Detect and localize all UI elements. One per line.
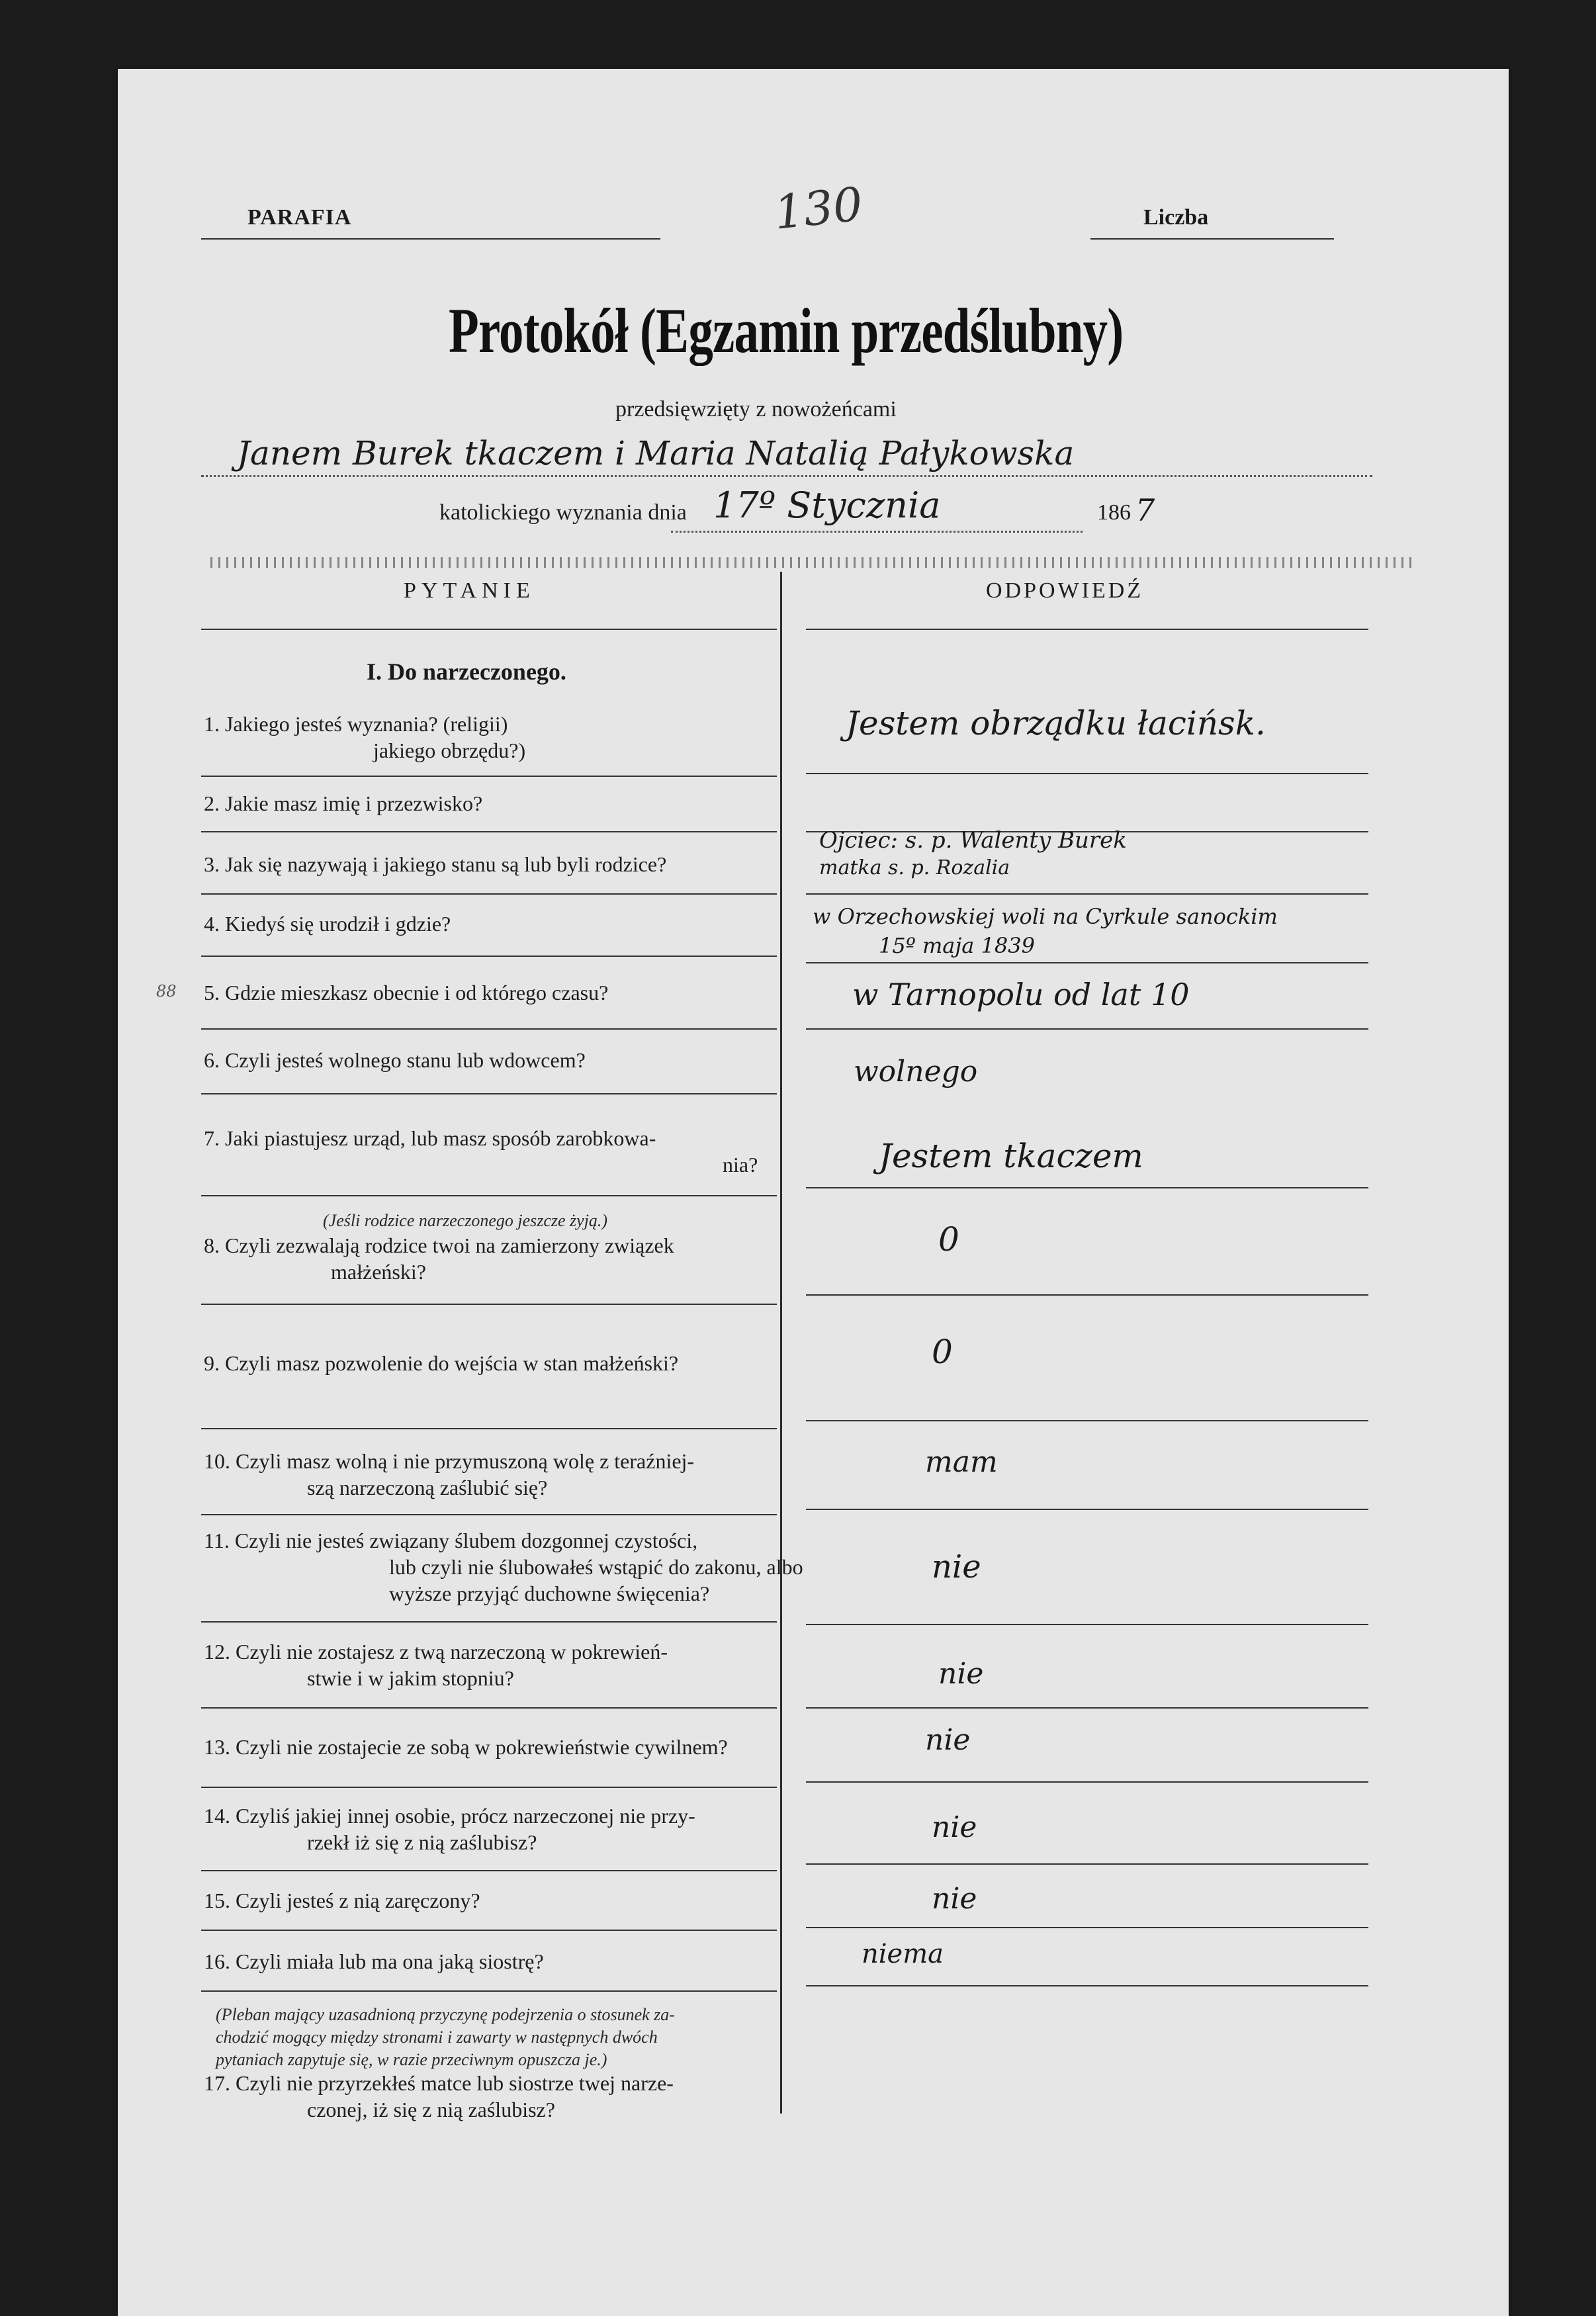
answer-9: 0 xyxy=(932,1333,953,1371)
question-line: czonej, iż się z nią zaślubisz? xyxy=(307,2098,555,2121)
question-line: 8. Czyli zezwalają rodzice twoi na zamierzony związek xyxy=(204,1233,674,1257)
answer-3b: matka s. p. Rozalia xyxy=(819,856,1010,879)
answer-rule xyxy=(806,1707,1368,1709)
question-line: wyższe przyjąć duchowne święcenia? xyxy=(389,1581,710,1605)
question-6 xyxy=(204,1047,897,1073)
section-title: I. Do narzeczonego. xyxy=(367,658,566,685)
year-printed: 186 xyxy=(1097,500,1131,525)
answer-8: 0 xyxy=(938,1220,959,1259)
margin-mark: 88 xyxy=(156,982,177,1001)
column-header-question: PYTANIE xyxy=(404,578,535,603)
number-line xyxy=(1090,238,1334,240)
answer-16: niema xyxy=(862,1939,944,1969)
question-14 xyxy=(204,1803,897,1855)
document-title: Protokół (Egzamin przedślubny) xyxy=(449,295,1124,366)
confession-label: katolickiego wyznania dnia xyxy=(439,500,687,525)
answer-11: nie xyxy=(932,1548,981,1585)
couple-names: Janem Burek tkaczem i Maria Natalią Pałykowska xyxy=(237,434,1075,472)
question-line: 10. Czyli masz wolną i nie przymuszoną wolę z teraźniej- xyxy=(204,1449,695,1473)
question-rule xyxy=(201,1707,777,1709)
answer-rule xyxy=(806,1624,1368,1625)
question-rule xyxy=(201,1870,777,1871)
question-line: 7. Jaki piastujesz urząd, lub masz sposób zarobkowa- xyxy=(204,1126,656,1150)
question-17-note-2: chodzić mogący między stronami i zawarty w następnych dwóch xyxy=(216,2027,658,2047)
question-4 xyxy=(204,911,897,937)
answer-rule xyxy=(806,1985,1368,1986)
question-line: rzekł iż się z nią zaślubisz? xyxy=(307,1830,537,1854)
ornamental-border xyxy=(210,557,1416,568)
question-line: 15. Czyli jesteś z nią zaręczony? xyxy=(204,1889,480,1912)
answer-3a: Ojciec: s. p. Walenty Burek xyxy=(819,827,1127,854)
question-17 xyxy=(204,2070,897,2123)
answer-4b: 15º maja 1839 xyxy=(879,933,1035,958)
answer-rule xyxy=(806,1927,1368,1928)
answer-1: Jestem obrządku łacińsk. xyxy=(846,704,1266,742)
answer-15: nie xyxy=(932,1882,977,1916)
answer-rule xyxy=(806,1781,1368,1783)
answer-12: nie xyxy=(938,1657,984,1691)
answer-rule xyxy=(806,893,1368,895)
couple-dotted-line xyxy=(201,475,1372,477)
question-15 xyxy=(204,1887,897,1914)
subtitle: przedsięwzięty z nowożeńcami xyxy=(615,397,897,422)
question-12 xyxy=(204,1638,897,1691)
question-9 xyxy=(204,1350,897,1376)
number-label: Liczba xyxy=(1143,205,1209,230)
question-line: jakiego obrzędu?) xyxy=(373,738,526,762)
question-rule xyxy=(201,1990,777,1992)
question-rule xyxy=(201,1787,777,1788)
answer-6: wolnego xyxy=(854,1055,978,1089)
question-rule xyxy=(201,776,777,777)
question-5 xyxy=(204,979,897,1006)
question-line: 12. Czyli nie zostajesz z twą narzeczoną w pokrewień- xyxy=(204,1640,668,1664)
question-13 xyxy=(204,1734,897,1760)
question-rule xyxy=(201,1930,777,1931)
question-rule xyxy=(201,831,777,832)
question-line: 3. Jak się nazywają i jakiego stanu są lub byli rodzice? xyxy=(204,852,667,876)
question-rule xyxy=(201,1621,777,1623)
question-line: 1. Jakiego jesteś wyznania? (religii) xyxy=(204,712,508,736)
answer-rule xyxy=(806,1187,1368,1188)
question-rule xyxy=(201,956,777,957)
question-11 xyxy=(204,1527,897,1607)
question-line: lub czyli nie ślubowałeś wstąpić do zakonu, albo xyxy=(389,1555,803,1579)
date-dotted-line xyxy=(671,531,1083,533)
column-header-answer: ODPOWIEDŹ xyxy=(986,578,1144,603)
question-17-note-1: (Pleban mający uzasadnioną przyczynę podejrzenia o stosunek za- xyxy=(216,2005,675,2024)
header-rule-left xyxy=(201,629,777,630)
answer-13: nie xyxy=(925,1723,971,1757)
question-17-note-3: pytaniach zapytuje się, w razie przeciwnym opuszcza je.) xyxy=(216,2050,607,2069)
answer-rule xyxy=(806,773,1368,774)
handwritten-number: 130 xyxy=(772,177,865,240)
answer-rule xyxy=(806,1509,1368,1510)
question-line: 9. Czyli masz pozwolenie do wejścia w stan małżeński? xyxy=(204,1351,679,1375)
question-line: nia? xyxy=(723,1153,758,1177)
question-3 xyxy=(204,851,897,877)
question-rule xyxy=(201,1028,777,1030)
question-line: 4. Kiedyś się urodził i gdzie? xyxy=(204,912,451,936)
question-rule xyxy=(201,893,777,895)
question-rule xyxy=(201,1195,777,1196)
question-rule xyxy=(201,1304,777,1305)
question-8 xyxy=(204,1232,897,1285)
question-line: 14. Czyliś jakiej innej osobie, prócz narzeczonej nie przy- xyxy=(204,1804,695,1828)
answer-rule xyxy=(806,1863,1368,1865)
question-rule xyxy=(201,1428,777,1429)
question-2 xyxy=(204,790,897,817)
question-line: 6. Czyli jesteś wolnego stanu lub wdowcem? xyxy=(204,1048,586,1072)
answer-rule xyxy=(806,962,1368,963)
question-line: 11. Czyli nie jesteś związany ślubem dozgonnej czystości, xyxy=(204,1529,698,1552)
answer-rule xyxy=(806,1420,1368,1421)
answer-4a: w Orzechowskiej woli na Cyrkule sanockim xyxy=(813,904,1278,929)
question-line: 17. Czyli nie przyrzekłeś matce lub siostrze twej narze- xyxy=(204,2071,674,2095)
question-line: stwie i w jakim stopniu? xyxy=(307,1666,514,1690)
answer-rule xyxy=(806,1028,1368,1030)
answer-5: w Tarnopolu od lat 10 xyxy=(852,977,1190,1012)
document-page xyxy=(118,69,1509,2316)
parish-line xyxy=(201,238,660,240)
header-rule-right xyxy=(806,629,1368,630)
question-8-note: (Jeśli rodzice narzeczonego jeszcze żyją.) xyxy=(323,1211,608,1230)
question-rule xyxy=(201,1093,777,1094)
question-rule xyxy=(201,1514,777,1515)
question-line: małżeński? xyxy=(331,1260,426,1284)
question-7 xyxy=(204,1125,897,1178)
date-handwritten: 17º Stycznia xyxy=(713,484,941,526)
answer-rule xyxy=(806,1294,1368,1296)
answer-7: Jestem tkaczem xyxy=(879,1137,1143,1175)
question-10 xyxy=(204,1448,897,1501)
question-line: 16. Czyli miała lub ma ona jaką siostrę? xyxy=(204,1949,544,1973)
answer-10: mam xyxy=(925,1445,998,1479)
answer-14: nie xyxy=(932,1810,977,1844)
question-line: szą narzeczoną zaślubić się? xyxy=(307,1476,548,1499)
question-line: 5. Gdzie mieszkasz obecnie i od którego czasu? xyxy=(204,981,609,1004)
parish-label: PARAFIA xyxy=(247,205,352,230)
question-16 xyxy=(204,1948,897,1975)
year-handwritten: 7 xyxy=(1135,492,1155,528)
question-line: 13. Czyli nie zostajecie ze sobą w pokrewieństwie cywilnem? xyxy=(204,1735,728,1759)
question-line: 2. Jakie masz imię i przezwisko? xyxy=(204,791,483,815)
question-1 xyxy=(204,711,897,764)
